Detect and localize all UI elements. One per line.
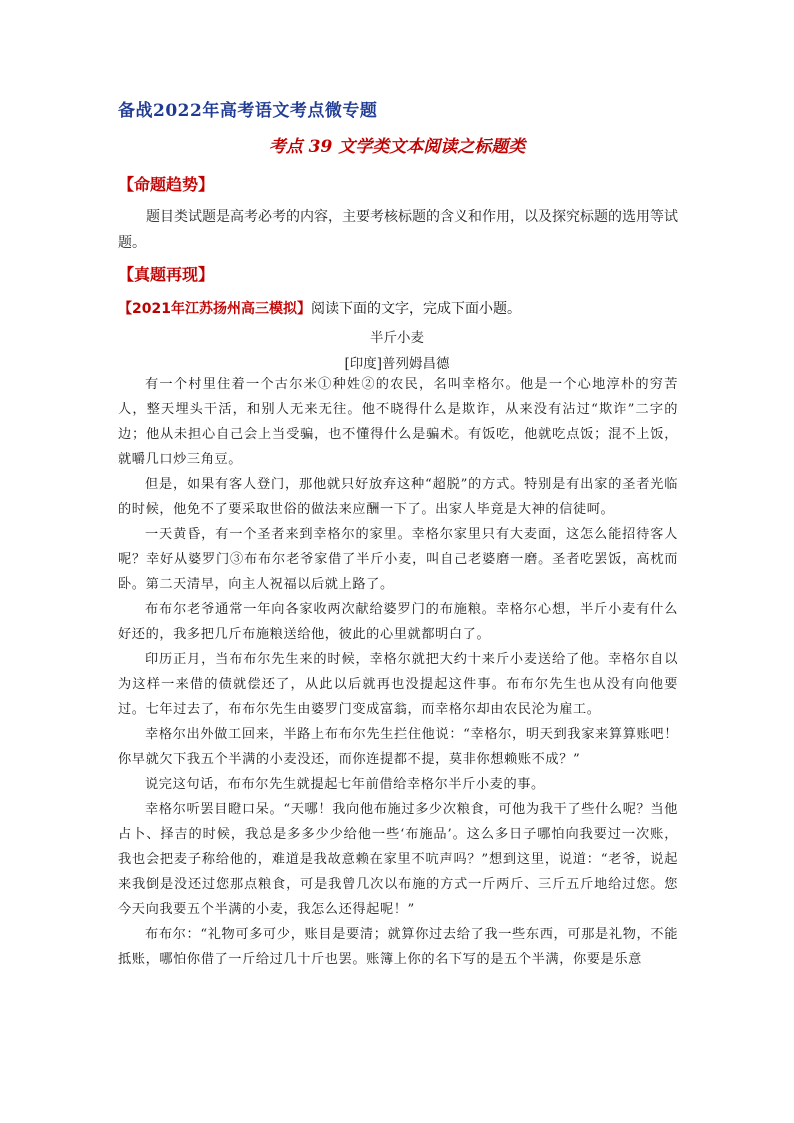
story-title: 半斤小麦 (370, 330, 424, 346)
story-paragraph: 但是，如果有客人登门，那他就只好放弃这种“超脱”的方式。特别是有出家的圣者光临的时候，他免不了要采取世俗的做法来应酬一下了。出家人毕竟是大神的信徒呵。 (118, 477, 678, 517)
story-paragraph: 有一个村里住着一个古尔米①种姓②的农民，名叫幸格尔。他是一个心地淳朴的穷苦人，整天埋头干活，和别人无来无往。他不晓得什么是欺诈，从来没有沾过“欺诈”二字的边；他从未担心自己会上当受骗，也不懂得什么是骗术。有饭吃，他就吃点饭；混不上饭，就嚼几口炒三角豆。 (118, 377, 678, 467)
story-paragraph: 布布尔老爷通常一年向各家收两次献给婆罗门的布施粮。幸格尔心想，半斤小麦有什么好还的，我多把几斤布施粮送给他，彼此的心里就都明白了。 (118, 602, 678, 642)
story-paragraph: 说完这句话，布布尔先生就提起七年前借给幸格尔半斤小麦的事。 (145, 777, 545, 792)
story-paragraph: 印历正月，当布布尔先生来的时候，幸格尔就把大约十来斤小麦送给了他。幸格尔自以为这样一来借的债就偿还了，从此以后就再也没提起这件事。布布尔先生也从没有向他要过。七年过去了，布布尔先生由婆罗门变成富翁，而幸格尔却由农民沦为雇工。 (118, 652, 678, 717)
story-author: [印度]普列姆昌德 (344, 356, 450, 372)
story-paragraph: 一天黄昏，有一个圣者来到幸格尔的家里。幸格尔家里只有大麦面，这怎么能招待客人呢？幸好从婆罗门③布布尔老爷家借了半斤小麦，叫自己老婆磨一磨。圣者吃罢饭，高枕而卧。第二天清早，向主人祝福以后就上路了。 (118, 527, 678, 592)
real-heading: 【真题再现】 (118, 265, 215, 284)
source-tag: 【2021年江苏扬州高三模拟】 (118, 301, 311, 317)
trend-heading: 【命题趋势】 (118, 175, 215, 194)
topic-title: 考点 39 文学类文本阅读之标题类 (268, 137, 526, 157)
story-body (118, 372, 678, 972)
story-paragraph: 幸格尔出外做工回来，半路上布布尔先生拦住他说：“幸格尔，明天到我家来算算账吧！你早就欠下我五个半满的小麦没还，而你连提都不提，莫非你想赖账不成？” (118, 727, 678, 767)
trend-text: 题目类试题是高考必考的内容，主要考核标题的含义和作用，以及探究标题的选用等试题。 (118, 209, 678, 251)
source-line (118, 298, 521, 318)
source-instruction: 阅读下面的文字，完成下面小题。 (310, 301, 521, 317)
story-paragraph: 布布尔：“礼物可多可少，账目是要清；就算你过去给了我一些东西，可那是礼物，不能抵账，哪怕你借了一斤给过几十斤也罢。账簿上你的名下写的是五个半满，你要是乐意 (118, 927, 678, 967)
series-title: 备战2022年高考语文考点微专题 (118, 101, 378, 121)
story-paragraph: 幸格尔听罢目瞪口呆。“天哪！我向他布施过多少次粮食，可他为我干了些什么呢？当他占卜、择吉的时候，我总是多多少少给他一些‘布施品’。这么多日子哪怕向我要过一次账，我也会把麦子称给他的，难道是我故意赖在家里不吭声吗？”想到这里，说道：“老爷，说起来我倒是没还过您那点粮食，可是我曾几次以布施的方式一斤两斤、三斤五斤地给过您。您今天向我要五个半满的小麦，我怎么还得起呢！” (118, 802, 678, 917)
